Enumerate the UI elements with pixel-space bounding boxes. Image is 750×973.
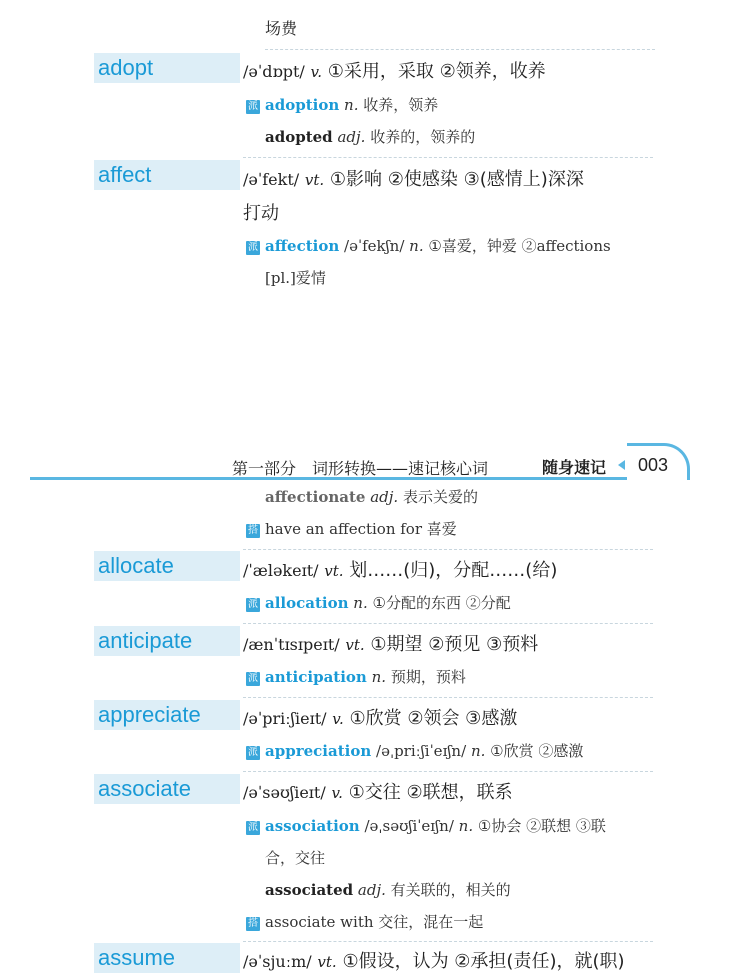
derived-word: adopted [265,128,333,146]
divider [243,157,653,158]
part-of-speech: n. [371,668,387,686]
derived-affection [246,235,611,256]
meaning: ①协会 ②联想 ③联 [477,817,606,835]
derived-word: affectionate [265,488,366,506]
derived-word: affection [265,237,340,255]
meaning: 表示关爱的 [402,488,478,506]
part-of-speech: v. [331,784,343,802]
definition-appreciate [243,704,517,730]
headword-anticipate: anticipate [94,626,240,656]
meaning: ①影响 ②使感染 ③(感情上)深深 [329,169,584,190]
headword-affect: affect [94,160,240,190]
part-of-speech: vt. [317,953,337,971]
meaning: ①欣赏 ②感激 [490,742,584,760]
divider [243,941,653,942]
page-number: 003 [638,455,669,475]
derived-tag-icon: 派 [248,101,258,112]
ipa: /əˈpriːʃieɪt/ [243,709,327,728]
meaning: ①期望 ②预见 ③预料 [370,634,539,655]
divider [243,623,653,624]
derived-tag-icon: 派 [248,747,258,758]
derived-tag-icon: 派 [248,242,258,253]
definition-affect [243,165,584,191]
meaning: ①喜爱，钟爱 ②affections [428,237,611,255]
definition-adopt [243,57,546,83]
left-arrow-icon [618,460,625,470]
part-of-speech: adj. [337,128,366,146]
phrase: associate with 交往，混在一起 [265,913,484,931]
derived-allocation [246,592,511,613]
derived-word: adoption [265,96,340,114]
meaning: [pl.]爱情 [265,269,326,287]
derived-affection-cont [265,267,326,288]
derived-word: associated [265,881,354,899]
part-of-speech: vt. [324,562,344,580]
derived-tag-icon: 派 [248,822,258,833]
divider [265,49,655,50]
meaning: ①假设，认为 ②承担(责任)，就(职) [342,951,625,972]
part-of-speech: n. [470,742,486,760]
part-of-speech: adj. [357,881,386,899]
headword-allocate: allocate [94,551,240,581]
phrase-affection [246,518,457,539]
headword-associate: associate [94,774,240,804]
derived-associated [265,879,511,900]
meaning: ①采用，采取 ②领养，收养 [327,61,546,82]
derived-word: allocation [265,594,349,612]
meaning: 预期，预料 [390,668,466,686]
derived-association-cont [265,847,325,868]
derived-word: association [265,817,360,835]
derived-anticipation [246,666,466,687]
headword-appreciate: appreciate [94,700,240,730]
derived-appreciation [246,740,583,761]
meaning: 收养，领养 [363,96,439,114]
part-of-speech: n. [344,96,359,114]
headword-adopt: adopt [94,53,240,83]
derived-adoption [246,94,438,115]
divider [243,771,653,772]
ipa: /əˈfekʃn/ [344,237,405,255]
meaning: 合，交往 [265,849,326,867]
definition-anticipate [243,630,538,656]
headword-assume: assume [94,943,240,973]
derived-tag-icon: 派 [248,599,258,610]
definition-associate [243,778,513,804]
ipa: /ænˈtɪsɪpeɪt/ [243,635,340,654]
phrase: have an affection for 喜爱 [265,520,457,538]
divider [243,697,653,698]
definition-affect-cont [243,199,279,225]
part-of-speech: n. [353,594,368,612]
meaning: ①分配的东西 ②分配 [372,594,511,612]
ipa: /əˌsəʊʃiˈeɪʃn/ [364,817,454,835]
derived-word: anticipation [265,668,367,686]
series-title: 随身速记 [542,458,607,477]
ipa: /əˈsəʊʃieɪt/ [243,783,326,802]
derived-affectionate [265,486,478,507]
derived-association [246,815,606,836]
part-of-speech: v. [310,63,323,81]
derived-tag-icon: 派 [248,673,258,684]
section-title: 第一部分 词形转换——速记核心词 [232,459,489,478]
ipa: /əˈsjuːm/ [243,952,312,971]
part-of-speech: v. [332,710,344,728]
definition-allocate [243,556,557,582]
meaning: 打动 [243,203,279,224]
meaning: ①欣赏 ②领会 ③感激 [349,708,518,729]
part-of-speech: vt. [345,636,365,654]
ipa: /əˈdɒpt/ [243,62,305,81]
derived-adopted [265,126,475,147]
meaning: 有关联的，相关的 [390,881,511,899]
meaning: 收养的，领养的 [370,128,476,146]
top-fragment: 场费 [265,19,298,38]
part-of-speech: n. [409,237,424,255]
phrase-tag-icon: 搭 [248,918,258,929]
part-of-speech: n. [458,817,474,835]
derived-word: appreciation [265,742,372,760]
definition-assume [243,947,625,973]
divider [243,549,653,550]
phrase-tag-icon: 搭 [248,525,258,536]
ipa: /əˌpriːʃiˈeɪʃn/ [376,742,467,760]
ipa: /əˈfekt/ [243,170,300,189]
part-of-speech: adj. [370,488,399,506]
ipa: /ˈæləkeɪt/ [243,561,319,580]
part-of-speech: vt. [304,171,325,189]
meaning: ①交往 ②联想，联系 [348,782,513,803]
meaning: 划……(归)，分配……(给) [349,560,558,581]
phrase-associate-with [246,911,483,932]
